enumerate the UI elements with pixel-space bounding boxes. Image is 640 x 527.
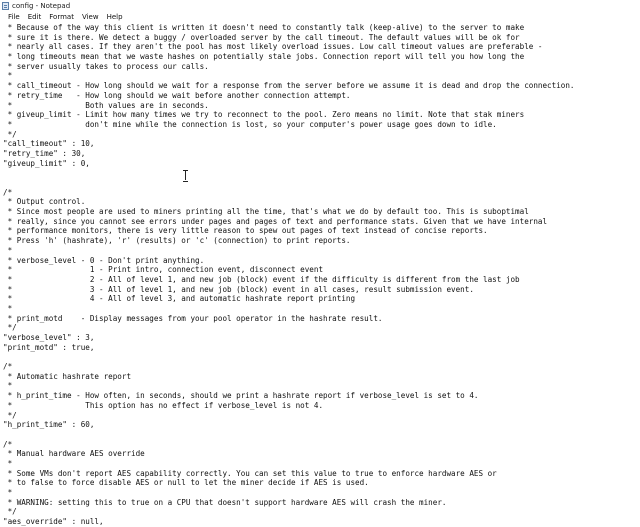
editor-line: * h_print_time - How often, in seconds, should we print a hashrate report if verbose_level is set to 4. xyxy=(3,391,479,401)
editor-line: * Automatic hashrate report xyxy=(3,371,132,381)
editor-line: * Press 'h' (hashrate), 'r' (results) or 'c' (connection) to print reports. xyxy=(3,236,351,246)
editor-line xyxy=(3,352,574,362)
editor-line: * xyxy=(3,458,13,468)
editor-line: /* xyxy=(3,187,13,197)
editor-line: * 1 - Print intro, connection event, disconnect event xyxy=(3,265,324,275)
editor-line: * really, since you cannot see errors under pages and pages of text and performance stats. Given that we have internal xyxy=(3,216,548,226)
text-cursor-icon xyxy=(183,170,188,180)
editor-line xyxy=(3,168,574,178)
editor-line: * xyxy=(3,303,13,313)
editor-line: */ xyxy=(3,323,17,333)
editor-line: * call_timeout - How long should we wait for a response from the server before we assume it is dead and drop the connection. xyxy=(3,81,575,91)
editor-line: /* xyxy=(3,439,13,449)
editor-line: "h_print_time" : 60, xyxy=(3,420,95,430)
editor-line: "giveup_limit" : 0, xyxy=(3,158,90,168)
editor-text xyxy=(3,23,574,527)
editor-line: * This option has no effect if verbose_level is not 4. xyxy=(3,400,324,410)
editor-line xyxy=(3,178,574,188)
menu-view[interactable]: View xyxy=(81,13,99,21)
editor-line: * Both values are in seconds. xyxy=(3,100,209,110)
editor-line: * to false to force disable AES or null to let the miner decide if AES is used. xyxy=(3,478,369,488)
menu-bar xyxy=(0,12,640,23)
editor-line: "aes_override" : null, xyxy=(3,517,104,527)
editor-line: * Because of the way this client is written it doesn't need to constantly talk (keep-alive) to the server to make xyxy=(3,23,525,32)
menu-help[interactable]: Help xyxy=(106,13,123,21)
editor-line: "call_timeout" : 10, xyxy=(3,139,95,149)
editor-line: * xyxy=(3,71,13,81)
editor-line: */ xyxy=(3,129,17,139)
editor-line: * performance monitors, there is very little reason to spew out pages of text instead of concise reports. xyxy=(3,226,488,236)
editor-line: * 2 - All of level 1, and new job (block) event if the difficulty is different from the last job xyxy=(3,274,520,284)
menu-file[interactable]: File xyxy=(8,13,20,21)
editor-line: * Some VMs don't report AES capability correctly. You can set this value to true to enforce hardware AES or xyxy=(3,468,497,478)
editor-line: * nearly all cases. If they aren't the pool has most likely overload issues. Low call timeout values are preferable - xyxy=(3,42,543,52)
editor-line: * don't mine while the connection is lost, so your computer's power usage goes down to idle. xyxy=(3,119,497,129)
editor-line: * 3 - All of level 1, and new job (block) event in all cases, result submission event. xyxy=(3,284,474,294)
editor-line: * WARNING: setting this to true on a CPU that doesn't support hardware AES will crash the miner. xyxy=(3,497,447,507)
editor-line xyxy=(3,430,574,440)
window-title: config - Notepad xyxy=(12,2,71,10)
editor-line: /* xyxy=(3,362,13,372)
editor-line: * print_motd - Display messages from your pool operator in the hashrate result. xyxy=(3,313,383,323)
editor-line: * retry_time - How long should we wait before another connection attempt. xyxy=(3,90,351,100)
editor-line: */ xyxy=(3,410,17,420)
menu-format[interactable]: Format xyxy=(49,13,74,21)
editor-line: * xyxy=(3,245,13,255)
editor-line: "print_motd" : true, xyxy=(3,342,95,352)
text-editor-area[interactable] xyxy=(0,23,640,527)
menu-edit[interactable]: Edit xyxy=(27,13,42,21)
editor-line: * xyxy=(3,488,13,497)
editor-line: * Output control. xyxy=(3,197,86,207)
editor-line: * verbose_level - 0 - Don't print anything. xyxy=(3,255,205,265)
editor-line: * giveup_limit - Limit how many times we try to reconnect to the pool. Zero means no limit. Note that stak miners xyxy=(3,110,525,120)
title-bar xyxy=(0,0,640,12)
editor-line: * 4 - All of level 3, and automatic hashrate report printing xyxy=(3,294,356,304)
editor-line: * server usually takes to process our calls. xyxy=(3,61,209,71)
editor-line: "verbose_level" : 3, xyxy=(3,333,95,342)
editor-line: * Manual hardware AES override xyxy=(3,449,145,459)
editor-line: * sure it is there. We detect a buggy / overloaded server by the call timeout. The default values will be ok for xyxy=(3,32,520,42)
editor-line: "retry_time" : 30, xyxy=(3,148,86,158)
editor-line: * long timeouts mean that we waste hashes on potentially stale jobs. Connection report will tell you how long the xyxy=(3,52,525,62)
notepad-icon xyxy=(2,2,9,10)
editor-line: * xyxy=(3,381,13,391)
editor-line: * Since most people are used to miners printing all the time, that's what we do by default too. This is suboptimal xyxy=(3,207,529,217)
editor-line: */ xyxy=(3,507,17,517)
